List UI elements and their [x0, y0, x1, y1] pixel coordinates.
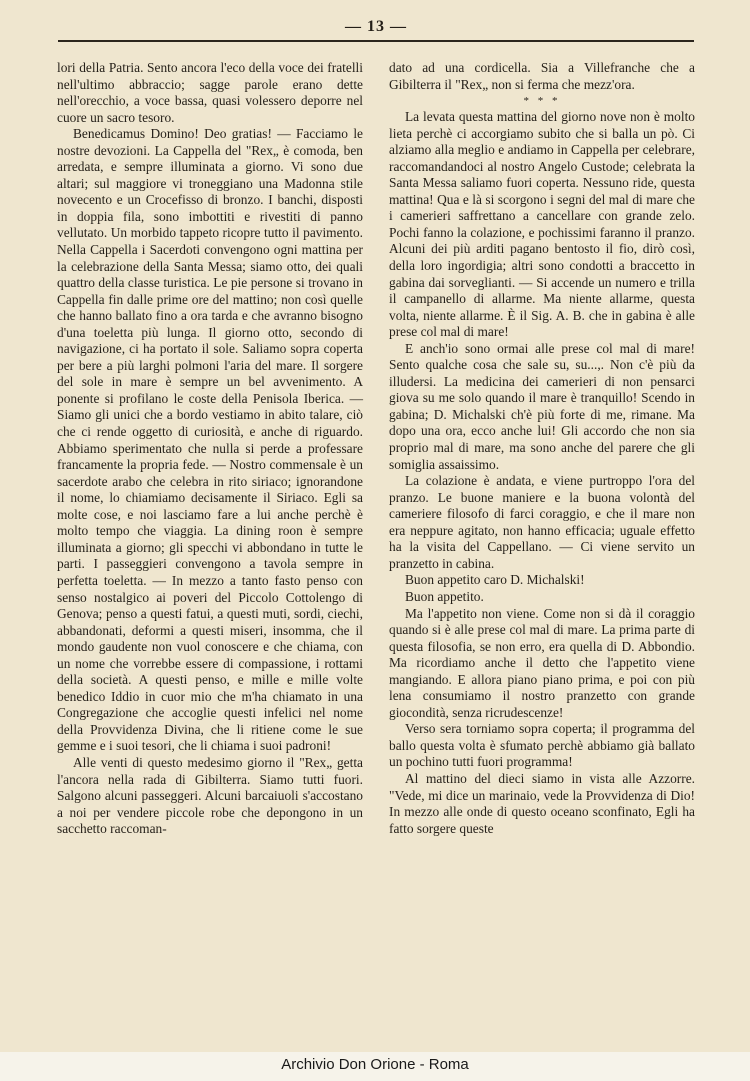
header-rule [58, 40, 694, 42]
page-number: — 13 — [345, 18, 407, 35]
paragraph: E anch'io sono ormai alle prese col mal di mare! Sento qualche cosa che sale su, su...,. Non c'è più da illudersi. La medicina dei camerieri di non pensarci giova su me solo quando il mare è tranquillo! Scendo in gabina; D. Michalski ch'è più forte di me, rimane. Ma dopo una ora, ecco anche lui! Gli accordo che non sia proprio mal di mare, ma sono anche del parere che gli somiglia assaissimo. [389, 340, 695, 472]
paragraph: Buon appetito. [405, 588, 484, 604]
right-column [389, 60, 695, 837]
paragraph: Verso sera torniamo sopra coperta; il programma del ballo questa volta è sfumato perchè abbiamo già ballato un pochino tutti fuori programma! [389, 721, 695, 770]
paragraph: La levata questa mattina del giorno nove non è molto lieta perchè ci accorgiamo subito che si balla un pò. Ci alziamo alla meglio e andiamo in Cappella per celebrare, raccomandandoci al nostro Angelo Custode; celebrata la Santa Messa saliamo fuori coperta. Nessuno ride, questa mattina! Qua e là si scorgono i segni del mal di mare che i camerieri saffrettano a cancellare con grande zelo. Pochi fanno la colazione, e pochissimi faranno il pranzo. Alcuni dei più arditi pagano bentosto il fio, dirò così, della loro ingordigia; altri sono condotti a braccetto in gabina dai sorveglianti. — Si accende un numero e trilla il campanello di allarme. Ma niente allarme, questa volta, niente allarme. È il Sig. A. B. che in gabina è alle prese col mal di mare! [389, 109, 695, 340]
paragraph: Al mattino del dieci siamo in vista alle Azzorre. "Vede, mi dice un marinaio, vede la Provvidenza di Dio! In mezzo alle onde di questo oceano sconfinato, Egli ha fatto sorgere queste [389, 770, 695, 836]
section-break: * * * [523, 95, 561, 108]
paragraph: La colazione è andata, e viene purtroppo l'ora del pranzo. Le buone maniere e la buona volontà del cameriere filosofo di farci coraggio, e che il mare non era neppure agitato, non hanno efficacia; uguale effetto ha la visita del Cappellano. — Ci viene servito un pranzetto in cabina. [389, 473, 695, 571]
archive-footer [0, 1052, 750, 1081]
paragraph: Buon appetito caro D. Michalski! [405, 572, 585, 588]
left-column [57, 60, 363, 838]
footer-caption: Archivio Don Orione - Roma [281, 1056, 469, 1073]
paragraph: lori della Patria. Sento ancora l'eco della voce dei fratelli nell'ultimo abbraccio; sagge parole erano dette nell'orecchio, a voce bassa, quasi volessero deporre nel cuore un sacro tesoro. [57, 60, 363, 125]
paragraph: Benedicamus Domino! Deo gratias! — Facciamo le nostre devozioni. La Cappella del "Rex„ è comoda, ben arredata, e sempre illuminata a giorno. Vi sono due altari; sul maggiore vi troneggiano una Madonna stile novecento e un Crocefisso di bronzo. I banchi, disposti in doppia fila, sono imbottiti e rivestiti di panno vellutato. Un morbido tappeto ricopre tutto il pavimento. Nella Cappella i Sacerdoti convengono ogni mattina per la celebrazione della Santa Messa; siamo otto, dei quali quattro della classe turistica. Le pie persone si trovano in Cappella fin dalle prime ore del mattino; non così quelle che hanno ballato fino a ora tarda e che avranno bisogno d'una toeletta più lunga. Il giorno otto, secondo di navigazione, ci ha portato il sole. Saliamo sopra coperta per bere a più larghi polmoni l'aria del mare. Il sorgere del sole in mare è sempre un bel avvenimento. A ponente si profilano le coste della Penisola Iberica. — Siamo gli unici che a bordo vestiamo in abito talare, ciò che ci rende oggetto di curiosità, e anche di riguardo. Abbiamo sperimentato che nulla si perde a professare francamente la propria fede. — Nostro commensale è un sacerdote arabo che celebra in rito siriaco; ignorandone il nome, lo chiamiamo decisamente il Siriaco. Egli sa molte cose, e noi lasciamo fare a lui anche perchè è molto tempo che viaggia. La dining roon è sempre illuminata a giorno; gli specchi vi abbondano in tutte le parti. I passeggieri convengono a tavola sempre in perfetta toeletta. — In mezzo a tanto fasto penso con senso nostalgico ai poveri del Piccolo Cottolengo di Genova; penso a questi fatui, a questi muti, sordi, ciechi, abbandonati, deformi a questi miseri, insomma, che il mondo gaudente non vuol conoscere e che chiama, con un nome che vorrebbe essere di compassione, i rottami della società. A questi penso, e mille e mille volte benedico Iddio in cuor mio che m'ha chiamato in una Congregazione che accoglie questi infelici nel nome della Provvidenza Divina, che li ritiene come le sue gemme e i suoi tesori, che li chiama i suoi padroni! [57, 126, 363, 754]
paragraph: Alle venti di questo medesimo giorno il "Rex„ getta l'ancora nella rada di Gibilterra. Siamo tutti fuori. Salgono alcuni passeggeri. Alcuni barcaiuoli s'accostano a noi per vendere piccole robe che depongono in un sacchetto raccoman- [57, 754, 363, 837]
paragraph: Ma l'appetito non viene. Come non si dà il coraggio quando si è alle prese col mal di mare. La prima parte di questa filosofia, se non erro, era quella di D. Abbondio. Ma ricordiamo anche il detto che l'appetito viene mangiando. E allora piano piano prima, e poi con più lena consumiamo il nostro pranzetto con grande giocondità, senza ricrudescenze! [389, 605, 695, 720]
paragraph: dato ad una cordicella. Sia a Villefranche che a Gibilterra il "Rex„ non si ferma che mezz'ora. [389, 60, 695, 92]
